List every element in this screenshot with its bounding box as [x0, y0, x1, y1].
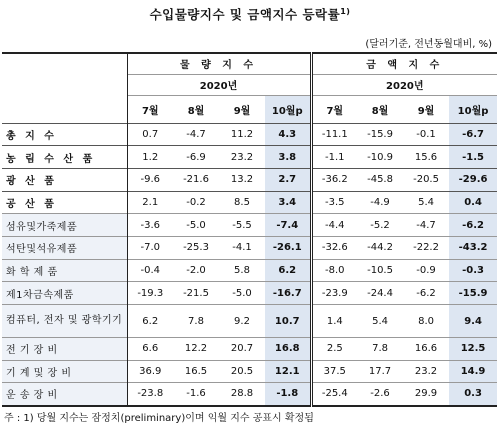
volume-value: 16.8	[265, 338, 311, 361]
table-row	[2, 123, 497, 146]
value-value: -32.6	[311, 236, 357, 259]
value-value: 23.2	[403, 360, 449, 383]
value-value: -45.8	[357, 168, 403, 191]
volume-value: 6.2	[127, 305, 173, 338]
volume-value: 6.6	[127, 338, 173, 361]
value-value: -20.5	[403, 168, 449, 191]
volume-value: -9.6	[127, 168, 173, 191]
table-row	[2, 236, 497, 259]
row-label: 석탄및석유제품	[2, 236, 127, 259]
value-value: -24.4	[357, 282, 403, 305]
value-value: 5.4	[403, 191, 449, 214]
value-value: -5.2	[357, 214, 403, 237]
volume-value: 9.2	[219, 305, 265, 338]
volume-value: 20.7	[219, 338, 265, 361]
value-value: -1.1	[311, 146, 357, 169]
volume-value: 13.2	[219, 168, 265, 191]
volume-index-header: 물 량 지 수	[127, 53, 311, 74]
value-value: -43.2	[449, 236, 497, 259]
value-value: 37.5	[311, 360, 357, 383]
table-row	[2, 146, 497, 169]
value-value: -25.4	[311, 383, 357, 406]
value-value: -0.3	[449, 259, 497, 282]
volume-value: -3.6	[127, 214, 173, 237]
table-row	[2, 168, 497, 191]
value-value: 7.8	[357, 338, 403, 361]
volume-value: -0.2	[173, 191, 219, 214]
value-value: -23.9	[311, 282, 357, 305]
footnote: 주 : 1) 당월 지수는 잠정치(preliminary)이며 익월 지수 공표시 확정됨	[4, 413, 314, 424]
table-row	[2, 259, 497, 282]
month-header: 7월	[127, 95, 173, 123]
volume-value: 11.2	[219, 123, 265, 146]
value-value: -6.2	[403, 282, 449, 305]
value-value: -15.9	[449, 282, 497, 305]
value-value: -10.9	[357, 146, 403, 169]
table-row	[2, 282, 497, 305]
value-value: -4.9	[357, 191, 403, 214]
value-value: 0.4	[449, 191, 497, 214]
value-value: -6.7	[449, 123, 497, 146]
volume-value: 0.7	[127, 123, 173, 146]
unit-label: (달러기준, 전년동월대비, %)	[365, 39, 492, 50]
month-header: 8월	[173, 95, 219, 123]
table-row	[2, 191, 497, 214]
value-value: -15.9	[357, 123, 403, 146]
volume-value: -7.4	[265, 214, 311, 237]
value-value: 14.9	[449, 360, 497, 383]
volume-value: 3.4	[265, 191, 311, 214]
volume-value: 28.8	[219, 383, 265, 406]
value-value: -36.2	[311, 168, 357, 191]
value-value: -3.5	[311, 191, 357, 214]
month-header: 10월p	[449, 95, 497, 123]
volume-value: -5.5	[219, 214, 265, 237]
value-value: -44.2	[357, 236, 403, 259]
row-label: 총 지 수	[2, 123, 127, 146]
value-value: 5.4	[357, 305, 403, 338]
row-label: 기 계 및 장 비	[2, 360, 127, 383]
volume-value: -4.7	[173, 123, 219, 146]
volume-value: -1.8	[265, 383, 311, 406]
volume-value: 2.7	[265, 168, 311, 191]
value-value: -8.0	[311, 259, 357, 282]
volume-value: 23.2	[219, 146, 265, 169]
month-header: 10월p	[265, 95, 311, 123]
volume-value: 12.2	[173, 338, 219, 361]
volume-value: 20.5	[219, 360, 265, 383]
row-label: 공 산 품	[2, 191, 127, 214]
value-value: 0.3	[449, 383, 497, 406]
volume-value: -16.7	[265, 282, 311, 305]
row-label: 제1차금속제품	[2, 282, 127, 305]
volume-value: 3.8	[265, 146, 311, 169]
value-year-header: 2020년	[311, 74, 497, 95]
row-label: 섬유및가죽제품	[2, 214, 127, 237]
volume-value: 36.9	[127, 360, 173, 383]
value-value: -6.2	[449, 214, 497, 237]
row-label: 컴퓨터, 전자 및 광학기기	[2, 305, 127, 338]
volume-value: 7.8	[173, 305, 219, 338]
value-value: -11.1	[311, 123, 357, 146]
volume-value: -5.0	[173, 214, 219, 237]
volume-value: 2.1	[127, 191, 173, 214]
title-footnote-mark: 1)	[340, 6, 351, 16]
table-row	[2, 383, 497, 406]
month-header: 8월	[357, 95, 403, 123]
value-value: 16.6	[403, 338, 449, 361]
volume-value: 12.1	[265, 360, 311, 383]
value-value: 12.5	[449, 338, 497, 361]
value-value: -4.7	[403, 214, 449, 237]
volume-value: -26.1	[265, 236, 311, 259]
volume-value: -21.6	[173, 168, 219, 191]
volume-value: 8.5	[219, 191, 265, 214]
volume-value: 1.2	[127, 146, 173, 169]
table-row	[2, 214, 497, 237]
volume-value: -6.9	[173, 146, 219, 169]
value-value: -2.6	[357, 383, 403, 406]
volume-value: 16.5	[173, 360, 219, 383]
volume-value: -19.3	[127, 282, 173, 305]
value-value: -1.5	[449, 146, 497, 169]
value-value: -10.5	[357, 259, 403, 282]
value-index-header: 금 액 지 수	[311, 53, 497, 74]
volume-value: -23.8	[127, 383, 173, 406]
row-label: 화 학 제 품	[2, 259, 127, 282]
month-header: 9월	[403, 95, 449, 123]
volume-value: -5.0	[219, 282, 265, 305]
value-value: -0.9	[403, 259, 449, 282]
value-value: 8.0	[403, 305, 449, 338]
value-value: 17.7	[357, 360, 403, 383]
month-header: 9월	[219, 95, 265, 123]
value-value: -29.6	[449, 168, 497, 191]
value-value: 15.6	[403, 146, 449, 169]
row-label: 광 산 품	[2, 168, 127, 191]
volume-value: 6.2	[265, 259, 311, 282]
row-label: 농 림 수 산 품	[2, 146, 127, 169]
volume-value: -25.3	[173, 236, 219, 259]
table-title	[0, 5, 500, 23]
value-value: 9.4	[449, 305, 497, 338]
value-value: -22.2	[403, 236, 449, 259]
volume-value: -2.0	[173, 259, 219, 282]
volume-value: -0.4	[127, 259, 173, 282]
table-row	[2, 338, 497, 361]
volume-value: 10.7	[265, 305, 311, 338]
table-row	[2, 305, 497, 338]
volume-value: -21.5	[173, 282, 219, 305]
value-value: -0.1	[403, 123, 449, 146]
value-value: 1.4	[311, 305, 357, 338]
value-value: 2.5	[311, 338, 357, 361]
row-label: 전 기 장 비	[2, 338, 127, 361]
volume-value: -7.0	[127, 236, 173, 259]
index-table	[2, 52, 497, 407]
table-row	[2, 360, 497, 383]
volume-year-header: 2020년	[127, 74, 311, 95]
volume-value: 4.3	[265, 123, 311, 146]
month-header: 7월	[311, 95, 357, 123]
header-corner	[2, 53, 127, 123]
volume-value: -1.6	[173, 383, 219, 406]
volume-value: 5.8	[219, 259, 265, 282]
volume-value: -4.1	[219, 236, 265, 259]
value-value: 29.9	[403, 383, 449, 406]
table-title-text: 수입물량지수 및 금액지수 등락률	[149, 7, 341, 22]
value-value: -4.4	[311, 214, 357, 237]
row-label: 운 송 장 비	[2, 383, 127, 406]
